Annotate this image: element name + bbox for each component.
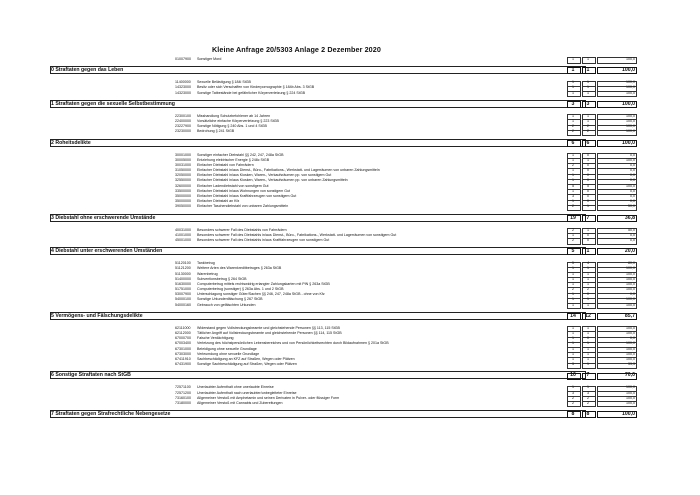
offense-code: 72571100 [175, 385, 191, 390]
cases-count: 1 [572, 356, 574, 361]
crime-statistics-table [50, 57, 635, 418]
offense-code: 31050000 [175, 168, 191, 173]
category-cases-total: 3 [571, 100, 575, 107]
category-label: 7 Straftaten gegen Strafrechtliche Nebengesetze [51, 411, 171, 418]
cases-count: 1 [572, 325, 574, 330]
solved-rate: 33,3 [628, 362, 635, 367]
cases-count: 1 [572, 232, 574, 237]
offense-code: 30031000 [175, 162, 191, 167]
category-solved-rate: 36,8 [624, 214, 635, 221]
solved-rate: 100,0 [626, 266, 635, 271]
solved-rate: 100,0 [626, 90, 635, 95]
solved-count: 4 [587, 261, 589, 266]
offense-description: Verletzung des höchstpersönlichen Lebensbereiches und von Persönlichkeitsrechten durch Bildaufnahmen § 201a StGB [197, 341, 389, 346]
summary-frame [50, 67, 586, 73]
cases-count: 2 [572, 227, 574, 232]
solved-count: 1 [587, 57, 589, 61]
solved-rate: 0,0 [630, 188, 635, 193]
category-label: 0 Straftaten gegen das Leben [51, 67, 124, 74]
offense-code: 14323000 [175, 85, 191, 90]
category-solved-total: 8 [586, 411, 590, 418]
solved-rate: 100,0 [626, 57, 635, 61]
offense-description: Unterschlagung sonstiger Güter/Sachen §§ 246, 247, 248a StGB - ohne von Kfz [197, 292, 325, 297]
offense-description: Bedrohung § 241 StGB [197, 129, 235, 134]
solved-rate: 100,0 [626, 183, 635, 188]
cases-count: 2 [572, 162, 574, 167]
cases-count: 3 [572, 390, 574, 395]
category-label: 3 Diebstahl ohne erschwerende Umstände [51, 214, 156, 221]
category-summary-row [50, 410, 635, 418]
cases-count: 1 [572, 118, 574, 123]
category-solved-rate: 100,0 [622, 139, 635, 146]
solved-count: 0 [587, 162, 589, 167]
solved-count: 0 [587, 168, 589, 173]
offense-code: 54000100 [175, 297, 191, 302]
offense-code: 41001000 [175, 232, 191, 237]
solved-rate: 100,0 [626, 276, 635, 281]
table-row [50, 302, 635, 308]
solved-rate: 100,0 [626, 118, 635, 123]
offense-code: 51630000 [175, 281, 191, 286]
table-row [50, 90, 635, 96]
solved-rate: 100,0 [626, 341, 635, 346]
category-cases-total: 19 [570, 214, 576, 221]
solved-count: 1 [587, 351, 589, 356]
table-row [50, 129, 635, 134]
offense-code: 32050000 [175, 173, 191, 178]
offense-code: 51751000 [175, 287, 191, 292]
category-solved-rate: 20,0 [624, 248, 635, 255]
offense-code: 67303000 [175, 351, 191, 356]
category-label: 6 Sonstige Straftaten nach StGB [51, 372, 131, 379]
solved-count: 1 [587, 346, 589, 351]
category-solved-total: 6 [586, 139, 590, 146]
solved-rate: 100,0 [626, 395, 635, 400]
solved-count: 2 [587, 287, 589, 292]
offense-description: Entziehung elektrischer Energie § 248c StGB [197, 157, 270, 162]
cases-count: 2 [572, 395, 574, 400]
solved-count: 0 [587, 188, 589, 193]
cases-count: 1 [572, 90, 574, 95]
solved-rate: 0,0 [630, 336, 635, 341]
solved-rate: 0,0 [630, 194, 635, 198]
category-solved-total: 1 [586, 67, 590, 74]
cases-count: 1 [572, 199, 574, 204]
solved-count: 1 [587, 266, 589, 271]
offense-description: Besonders schwerer Fall des Diebstahls in/aus Dienst-, Büro-, Fabrikations-, Werkstatt- und Lagerräumen von sonstigem Gut [197, 232, 397, 237]
category-summary-row [50, 100, 635, 108]
solved-rate: 100,0 [626, 113, 635, 118]
summary-frame [50, 140, 586, 146]
cases-count: 1 [572, 188, 574, 193]
cases-count: 1 [572, 80, 574, 85]
offense-code: 33500000 [175, 188, 191, 193]
offense-description: Vorsätzliche einfache Körperverletzung § 223 StGB [197, 118, 279, 123]
offense-code: 53007900 [175, 292, 191, 297]
category-summary-row [50, 214, 635, 222]
offense-description: Besonders schwerer Fall des Diebstahls in/aus Kraftfahrzeugen von sonstigem Gut [197, 237, 330, 242]
category-solved-rate: 70,0 [624, 372, 635, 379]
offense-code: 67000700 [175, 336, 191, 341]
solved-rate: 0,0 [630, 162, 635, 167]
offense-code: 30005000 [175, 157, 191, 162]
cases-count: 1 [572, 346, 574, 351]
cases-count: 2 [572, 237, 574, 242]
solved-rate: 100,0 [626, 302, 635, 307]
cases-count: 1 [572, 271, 574, 276]
cases-count: 5 [572, 261, 574, 266]
offense-description: Falsche Verdächtigung [197, 336, 234, 341]
offense-code: 51130000 [175, 271, 191, 276]
offense-description: Misshandlung Schutzbefohlener ab 14 Jahren [197, 113, 271, 118]
solved-count: 0 [587, 237, 589, 242]
solved-count: 1 [587, 271, 589, 276]
solved-count: 5 [587, 183, 589, 188]
cases-count: 1 [572, 331, 574, 335]
offense-code: 67301000 [175, 346, 191, 351]
cases-count: 1 [572, 297, 574, 302]
cases-count: 1 [572, 113, 574, 118]
offense-description: Gebrauch von gefälschten Urkunden [197, 302, 256, 307]
offense-code: 62112000 [175, 331, 191, 335]
category-solved-total: 3 [586, 100, 590, 107]
cases-count: 2 [572, 129, 574, 134]
solved-count: 1 [587, 362, 589, 367]
offense-code: 54000160 [175, 302, 191, 307]
offense-code: 22300100 [175, 113, 191, 118]
solved-rate: 100,0 [626, 271, 635, 276]
offense-description: Einfacher Diebstahl in/aus Kiosken, Waren-, Verkaufsräumen pp. von sonstigem Gut [197, 173, 332, 178]
offense-description: Unerlaubter Aufenthalt nach unerlaubter/unbegleiteter Einreise [197, 390, 297, 395]
cases-count: 1 [572, 85, 574, 90]
page-title: Kleine Anfrage 20/5303 Anlage 2 Dezember 2020 [212, 45, 381, 54]
solved-rate: 100,0 [626, 346, 635, 351]
solved-count: 0 [587, 173, 589, 178]
category-solved-total: 1 [586, 248, 590, 255]
offense-description: Sexuelle Belästigung § 184i StGB [197, 80, 251, 85]
category-cases-total: 5 [571, 248, 575, 255]
solved-count: 0 [587, 178, 589, 183]
offense-code: 67411910 [175, 356, 191, 361]
category-solved-rate: 100,0 [622, 100, 635, 107]
offense-description: Sonstiger einfacher Diebstahl §§ 242, 247, 248a StGB [197, 152, 284, 157]
cases-count: 1 [572, 152, 574, 157]
solved-rate: 100,0 [626, 157, 635, 162]
offense-description: Besonders schwerer Fall des Diebstahls von Fahrrädern [197, 227, 287, 232]
offense-code: 23230000 [175, 129, 191, 134]
cases-count: 1 [572, 276, 574, 281]
cases-count: 1 [572, 57, 574, 61]
category-solved-rate: 85,7 [624, 312, 635, 319]
solved-rate: 100,0 [626, 325, 635, 330]
offense-description: Einfacher Ladendiebstahl von sonstigem Gut [197, 183, 269, 188]
cases-count: 1 [572, 157, 574, 162]
offense-code: 23227900 [175, 124, 191, 129]
cases-count: 2 [572, 124, 574, 129]
offense-description: Tätlicher Angriff auf Vollstreckungsbeamte und gleichstehende Personen §§ 114, 115 StGB [197, 331, 342, 335]
solved-rate: 100,0 [626, 281, 635, 286]
category-cases-total: 1 [571, 67, 575, 74]
cases-count: 1 [572, 281, 574, 286]
table-row [50, 57, 635, 62]
solved-rate: 100,0 [626, 331, 635, 335]
category-summary-row [50, 139, 635, 147]
solved-count: 1 [587, 356, 589, 361]
solved-count: 1 [587, 325, 589, 330]
solved-count: 2 [587, 129, 589, 134]
offense-description: Allgemeiner Verstoß mit Cannabis und Zubereitungen [197, 400, 283, 405]
offense-code: 35000000 [175, 194, 191, 198]
category-summary-row [50, 66, 635, 74]
category-label: 2 Roheitsdelikte [51, 139, 91, 146]
offense-description: Einfacher Diebstahl in/aus Kraftfahrzeugen von sonstigem Gut [197, 194, 297, 198]
category-label: 1 Straftaten gegen die sexuelle Selbstbestimmung [51, 100, 175, 107]
solved-rate: 100,0 [626, 287, 635, 292]
offense-code: 72571200 [175, 390, 191, 395]
solved-count: 1 [587, 118, 589, 123]
offense-code: 67003400 [175, 341, 191, 346]
solved-count: 1 [587, 297, 589, 302]
offense-code: 51400000 [175, 276, 191, 281]
solved-count: 2 [587, 400, 589, 405]
solved-count: 2 [587, 124, 589, 129]
offense-description: Computerbetrug mittels rechtswidrig erlangter Zahlungskarten mit PIN § 263a StGB [197, 281, 330, 286]
category-solved-rate: 100,0 [622, 67, 635, 74]
category-solved-total: 7 [586, 214, 590, 221]
offense-description: Weitere Arten des Warenkreditbetruges § 263a StGB [197, 266, 282, 271]
offense-code: 32600000 [175, 183, 191, 188]
solved-count: 3 [587, 390, 589, 395]
solved-count: 1 [587, 341, 589, 346]
cases-count: 1 [572, 302, 574, 307]
table-row [50, 237, 635, 243]
cases-count: 1 [572, 292, 574, 297]
cases-count: 2 [572, 204, 574, 209]
cases-count: 3 [572, 194, 574, 198]
offense-code: 67431900 [175, 362, 191, 367]
solved-count: 0 [587, 152, 589, 157]
solved-rate: 80,0 [628, 261, 635, 266]
solved-count: 0 [587, 292, 589, 297]
cases-count: 2 [572, 287, 574, 292]
offense-description: Beleidigung ohne sexuelle Grundlage [197, 346, 257, 351]
solved-count: 1 [587, 276, 589, 281]
solved-count: 1 [587, 85, 589, 90]
cases-count: 1 [572, 385, 574, 390]
table-row [50, 204, 635, 209]
solved-rate: 100,0 [626, 385, 635, 390]
table-row [50, 362, 635, 367]
category-solved-total: 12 [585, 312, 591, 319]
solved-rate: 100,0 [626, 80, 635, 85]
offense-description: Computerbetrug (sonstiger) § 263a Abs. 1 und 2 StGB [197, 287, 284, 292]
solved-rate: 50,0 [628, 227, 635, 232]
offense-description: Tankbetrug [197, 261, 215, 266]
cases-count: 1 [572, 266, 574, 271]
category-cases-total: 14 [570, 312, 576, 319]
solved-rate: 0,0 [630, 292, 635, 297]
category-solved-total: 7 [586, 372, 590, 379]
offense-description: Sonstiger Mord [197, 57, 222, 61]
solved-count: 1 [587, 302, 589, 307]
offense-code: 62111000 [175, 325, 191, 330]
solved-count: 1 [587, 113, 589, 118]
solved-rate: 100,0 [626, 85, 635, 90]
solved-count: 2 [587, 395, 589, 400]
offense-code: 22400000 [175, 118, 191, 123]
solved-rate: 100,0 [626, 297, 635, 302]
cases-count: 1 [572, 341, 574, 346]
solved-count: 0 [587, 199, 589, 204]
offense-description: Sonstige Tatbestände bei gefährlicher Körperverletzung § 224 StGB [197, 90, 306, 95]
solved-count: 1 [587, 227, 589, 232]
category-label: 4 Diebstahl unter erschwerenden Umständen [51, 248, 163, 255]
cases-count: 1 [572, 168, 574, 173]
offense-description: Einfacher Diebstahl an Kfz [197, 199, 240, 204]
solved-rate: 0,0 [630, 173, 635, 178]
offense-description: Sonstige Sachbeschädigung auf Straßen, Wegen oder Plätzen [197, 362, 297, 367]
cases-count: 5 [572, 183, 574, 188]
offense-description: Widerstand gegen Vollstreckungsbeamte und gleichstehende Personen §§ 113, 115 StGB [197, 325, 340, 330]
offense-code: 01007900 [175, 57, 191, 61]
category-label: 5 Vermögens- und Fälschungsdelikte [51, 312, 143, 319]
offense-code: 14323000 [175, 90, 191, 95]
offense-description: Sonstige Urkundenfälschung § 267 StGB [197, 297, 263, 302]
solved-rate: 100,0 [626, 351, 635, 356]
solved-count: 1 [587, 90, 589, 95]
offense-description: Einfacher Diebstahl von Fahrrädern [197, 162, 254, 167]
solved-rate: 0,0 [630, 152, 635, 157]
solved-rate: 0,0 [630, 199, 635, 204]
table-row [50, 400, 635, 406]
cases-count: 1 [572, 351, 574, 356]
cases-count: 2 [572, 400, 574, 405]
solved-rate: 100,0 [626, 356, 635, 361]
offense-code: 73180000 [175, 400, 191, 405]
offense-description: Einfacher Taschendiebstahl von unbaren Zahlungsmitteln [197, 204, 289, 209]
cases-count: 3 [572, 362, 574, 367]
cases-count: 1 [572, 336, 574, 341]
category-cases-total: 6 [571, 139, 575, 146]
category-summary-row [50, 247, 635, 255]
solved-count: 0 [587, 232, 589, 237]
offense-code: 40031000 [175, 227, 191, 232]
solved-rate: 0,0 [630, 168, 635, 173]
solved-count: 1 [587, 157, 589, 162]
solved-count: 1 [587, 80, 589, 85]
offense-code: 30001000 [175, 152, 191, 157]
solved-rate: 100,0 [626, 390, 635, 395]
offense-description: Verleumdung ohne sexuelle Grundlage [197, 351, 260, 356]
offense-code: 32550000 [175, 178, 191, 183]
cases-count: 1 [572, 173, 574, 178]
category-summary-row [50, 371, 635, 379]
solved-rate: 0,0 [630, 237, 635, 242]
category-cases-total: 10 [570, 372, 576, 379]
cases-count: 1 [572, 178, 574, 183]
solved-rate: 0,0 [630, 178, 635, 183]
offense-description: Sachbeschädigung an KFZ auf Straßen, Wegen oder Plätzen [197, 356, 295, 361]
offense-description: Subventionsbetrug § 264 StGB [197, 276, 247, 281]
offense-description: Einfacher Diebstahl in/aus Kiosken, Waren-, Verkaufsräumen pp. von unbaren Zahlungsmitteln [197, 178, 348, 183]
solved-count: 0 [587, 336, 589, 341]
solved-rate: 100,0 [626, 124, 635, 129]
solved-rate: 100,0 [626, 129, 635, 134]
offense-code: 11400000 [175, 80, 191, 85]
solved-rate: 100,0 [626, 400, 635, 405]
offense-description: Warenbetrug [197, 271, 218, 276]
offense-code: 45001000 [175, 237, 191, 242]
offense-description: Einfacher Diebstahl in/aus Wohnungen von sonstigem Gut [197, 188, 291, 193]
offense-code: 51121200 [175, 266, 191, 271]
offense-code: 39050000 [175, 204, 191, 209]
offense-description: Allgemeiner Verstoß mit Amphetamin und seinen Derivaten in Pulver- oder flüssiger Form [197, 395, 340, 400]
offense-code: 73160100 [175, 395, 191, 400]
offense-description: Besitz oder sich Verschaffen von Kinderpornographie § 184b Abs. 3 StGB [197, 85, 315, 90]
category-solved-rate: 100,0 [622, 411, 635, 418]
offense-description: Unerlaubter Aufenthalt ohne unerlaubte Einreise [197, 385, 274, 390]
solved-count: 1 [587, 204, 589, 209]
offense-code: 51120100 [175, 261, 191, 266]
solved-rate: 50,0 [628, 204, 635, 209]
solved-count: 1 [587, 281, 589, 286]
offense-description: Sonstige Nötigung § 240 Abs. 1 und 4 StGB [197, 124, 267, 129]
category-summary-row [50, 312, 635, 320]
solved-count: 1 [587, 331, 589, 335]
solved-count: 0 [587, 194, 589, 198]
solved-count: 1 [587, 385, 589, 390]
offense-description: Einfacher Diebstahl in/aus Dienst-, Büro-, Fabrikations-, Werkstatt- und Lagerräumen von unbaren Zahlungsmitteln [197, 168, 380, 173]
solved-rate: 0,0 [630, 232, 635, 237]
offense-code: 35000000 [175, 199, 191, 204]
category-cases-total: 8 [571, 411, 575, 418]
